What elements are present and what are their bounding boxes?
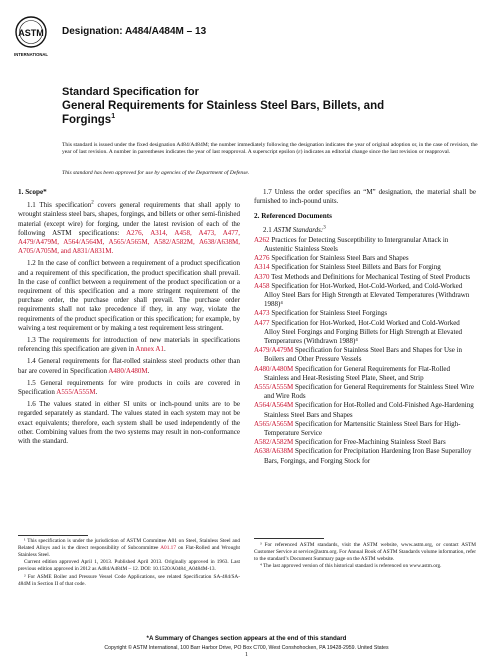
dod-approval-note: This standard has been approved for use by agencies of the Department of Defense. xyxy=(62,170,250,176)
reference-code-link[interactable]: A262 xyxy=(254,235,270,244)
astm-standards-subheading: 2.1 ASTM Standards:$^3$ xyxy=(263,225,326,234)
astm-logo-icon xyxy=(14,16,48,62)
summary-of-changes-note: *A Summary of Changes section appears at the end of this standard xyxy=(146,635,347,642)
title-line-2: General Requirements for Stainless Steel Bars, Billets, and xyxy=(62,100,385,112)
scope-1-7: 1.7 Unless the order specifies an “M” designation, the material shall be furnished to inch-pound units. xyxy=(254,188,476,206)
scope-1-5: 1.5 General requirements for wire products in coils are covered in Specification A555/A555M. xyxy=(18,378,240,397)
reference-title: Specification for Stainless Steel Bars and Shapes xyxy=(269,254,409,263)
page-number: 1 xyxy=(245,652,248,658)
title-line-3: Forgings$^1$ xyxy=(62,113,116,126)
reference-title: Specification for General Requirements for Stainless Steel Wire and Wire Rods xyxy=(264,383,475,401)
footnotes-right xyxy=(254,542,476,571)
right-column xyxy=(254,188,476,466)
subcommittee-link[interactable]: A01.17 xyxy=(160,544,176,551)
reference-item xyxy=(254,420,476,438)
footnote-2: ² For ASME Boiler and Pressure Vessel Code Applications, see related Specification SA-484/SA-484M in Section II of that code. xyxy=(18,573,240,587)
reference-item xyxy=(254,346,476,364)
footnotes-left xyxy=(18,538,240,589)
reference-item xyxy=(254,282,476,310)
reference-code-link[interactable]: A473 xyxy=(254,309,270,318)
reference-item xyxy=(254,438,476,447)
reference-title: Test Methods and Definitions for Mechanical Testing of Steel Products xyxy=(269,272,471,281)
logo-text: INTERNATIONAL xyxy=(14,52,48,57)
annex-a1-link[interactable]: Annex A1 xyxy=(135,345,164,354)
a480-link[interactable]: A480/A480M xyxy=(108,366,148,375)
reference-code-link[interactable]: A564/A564M xyxy=(254,401,294,410)
scope-1-1: 1.1 This specification$^2$ covers general requirements that shall apply to wrought stainless steel bars, shapes, forgings, and billets or other semi-finished material (except wire) for forging, under the latest revision of each of the following ASTM specifications: A276, A314, A458, A473, A477, A479/A479M, A564/A564M, A565/A565M, A582/A582M, A638/A638M, A705/A705M, and A831/A831M. xyxy=(18,200,241,256)
reference-code-link[interactable]: A370 xyxy=(254,272,270,281)
title-line-1: Standard Specification for xyxy=(62,86,199,98)
footnote-4: ⁴ The last approved version of this historical standard is referenced on www.astm.org. xyxy=(260,563,442,570)
title-footnote-mark: 1 xyxy=(111,113,116,121)
reference-code-link[interactable]: A479/A479M xyxy=(254,346,294,355)
scope-1-3: 1.3 The requirements for introduction of new materials in specifications referencing this specification are given in Annex A1. xyxy=(18,336,240,354)
spec-links[interactable]: A276, A314, A458, A473, A477, A479/A479M, A564/A564M, A565/A565M, A582/A582M, A638/A638M, A705/A705M, and A831/A831M. xyxy=(18,228,241,256)
reference-code-link[interactable]: A477 xyxy=(254,318,270,327)
footnote-1: ¹ This specification is under the jurisdiction of ASTM Committee A01 on Steel, Stainless Steel and Related Alloys and is the direct responsibility of Subcommittee A01.17 on Flat-Rolled and Wrought Stainless Steel. xyxy=(18,538,240,558)
reference-code-link[interactable]: A276 xyxy=(254,254,270,263)
reference-item xyxy=(254,254,476,263)
footnote-3: ³ For referenced ASTM standards, visit the ASTM website, www.astm.org, or contact ASTM Customer Service at service@astm.org. For Annual Book of ASTM Standards volume information, refer to the standard’s Document Summary page on the ASTM website. xyxy=(254,542,476,562)
reference-item xyxy=(254,365,476,383)
reference-item xyxy=(254,383,476,401)
scope-heading: 1. Scope* xyxy=(18,188,47,196)
footnote-rule-left xyxy=(18,535,88,536)
reference-title: Specification for Hot-Worked, Hot-Cold Worked and Cold-Worked Alloy Steel Forgings and Forging Billets for High Strength at Elevated Temperatures (Withdrawn 1988)⁴ xyxy=(264,318,463,346)
issuance-notice: This standard is issued under the fixed designation A484/A484M; the number immediately following the designation indicates the year of original adoption or, in the case of revision, the year of last revision. A number in parentheses indicates the year of last reapproval. A superscript epsilon (ε) indicates an editorial change since the last revision or reapproval. xyxy=(62,142,478,156)
reference-item xyxy=(254,447,476,465)
reference-code-link[interactable]: A582/A582M xyxy=(254,438,294,447)
reference-title: Specification for Stainless Steel Forgings xyxy=(269,309,388,318)
reference-code-link[interactable]: A314 xyxy=(254,263,270,272)
reference-item xyxy=(254,309,476,318)
scope-1-4: 1.4 General requirements for flat-rolled stainless steel products other than bar are covered in Specification A480/A480M. xyxy=(18,357,240,375)
references-heading: 2. Referenced Documents xyxy=(254,212,332,221)
scope-1-2: 1.2 In the case of conflict between a requirement of a product specification and a requirement of this specification, the product specification shall prevail. In the case of conflict between a requirement of the product specification or a requirement of this specification and a more stringent requirement of the purchase order, the purchase order shall prevail. The purchase order requirements shall not take precedence if they, in any way, violate the requirements of the product specification or this specification; for example, by waiving a test requirement or by making a test requirement less stringent. xyxy=(18,259,240,332)
reference-title: Specification for Stainless Steel Billets and Bars for Forging xyxy=(269,263,441,272)
reference-list xyxy=(254,236,476,466)
reference-title: Specification for Precipitation Hardening Iron Base Superalloy Bars, Forgings, and Forging Stock for xyxy=(264,447,472,465)
reference-code-link[interactable]: A458 xyxy=(254,281,270,290)
footnote-1-edition: Current edition approved April 1, 2013. Published April 2013. Originally approved in 1963. Last previous edition approved in 2012 as A484/A484M – 12. DOI: 10.1520/A0484_A0484M-13. xyxy=(18,559,240,573)
reference-title: Specification for Martensitic Stainless Steel Bars for High-Temperature Service xyxy=(264,419,461,438)
reference-item xyxy=(254,319,476,347)
reference-code-link[interactable]: A638/A638M xyxy=(254,447,294,456)
reference-title: Specification for Hot-Rolled and Cold-Finished Age-Hardening Stainless Steel Bars and Shapes xyxy=(264,401,474,419)
designation: Designation: A484/A484M – 13 xyxy=(62,26,207,37)
reference-title: Specification for Hot-Worked, Hot-Cold-Worked, and Cold-Worked Alloy Steel Bars for High Strength at Elevated Temperatures (Withdrawn 1988)⁴ xyxy=(264,281,470,309)
scope-1-6: 1.6 The values stated in either SI units or inch-pound units are to be regarded separately as standard. The values stated in each system may not be exact equivalents; therefore, each system shall be used independently of the other. Combining values from the two systems may result in non-conformance with the standard. xyxy=(18,400,240,446)
reference-title: Practices for Detecting Susceptibility to Intergranular Attack in Austenitic Stainless Steels xyxy=(264,235,449,254)
svg-text:ASTM: ASTM xyxy=(18,28,44,38)
reference-title: Specification for Free-Machining Stainless Steel Bars xyxy=(293,438,446,447)
reference-item xyxy=(254,236,476,254)
reference-item xyxy=(254,273,476,282)
reference-item xyxy=(254,263,476,272)
reference-title: Specification for General Requirements for Flat-Rolled Stainless and Heat-Resisting Steel Plate, Sheet, and Strip xyxy=(264,364,450,382)
reference-code-link[interactable]: A565/A565M xyxy=(254,419,294,428)
left-column xyxy=(18,188,240,449)
copyright-line: Copyright © ASTM International, 100 Barr Harbor Drive, PO Box C700, West Conshohocken, PA 19428-2959. United States xyxy=(104,645,389,651)
a555-link[interactable]: A555/A555M xyxy=(56,388,96,397)
reference-code-link[interactable]: A555/A555M xyxy=(254,383,294,392)
reference-title: Specification for Stainless Steel Bars and Shapes for Use in Boilers and Other Pressure Vessels xyxy=(264,346,463,364)
reference-code-link[interactable]: A480/A480M xyxy=(254,364,294,373)
document-title xyxy=(62,86,482,127)
reference-item xyxy=(254,401,476,419)
footnote-rule-right xyxy=(254,538,324,539)
